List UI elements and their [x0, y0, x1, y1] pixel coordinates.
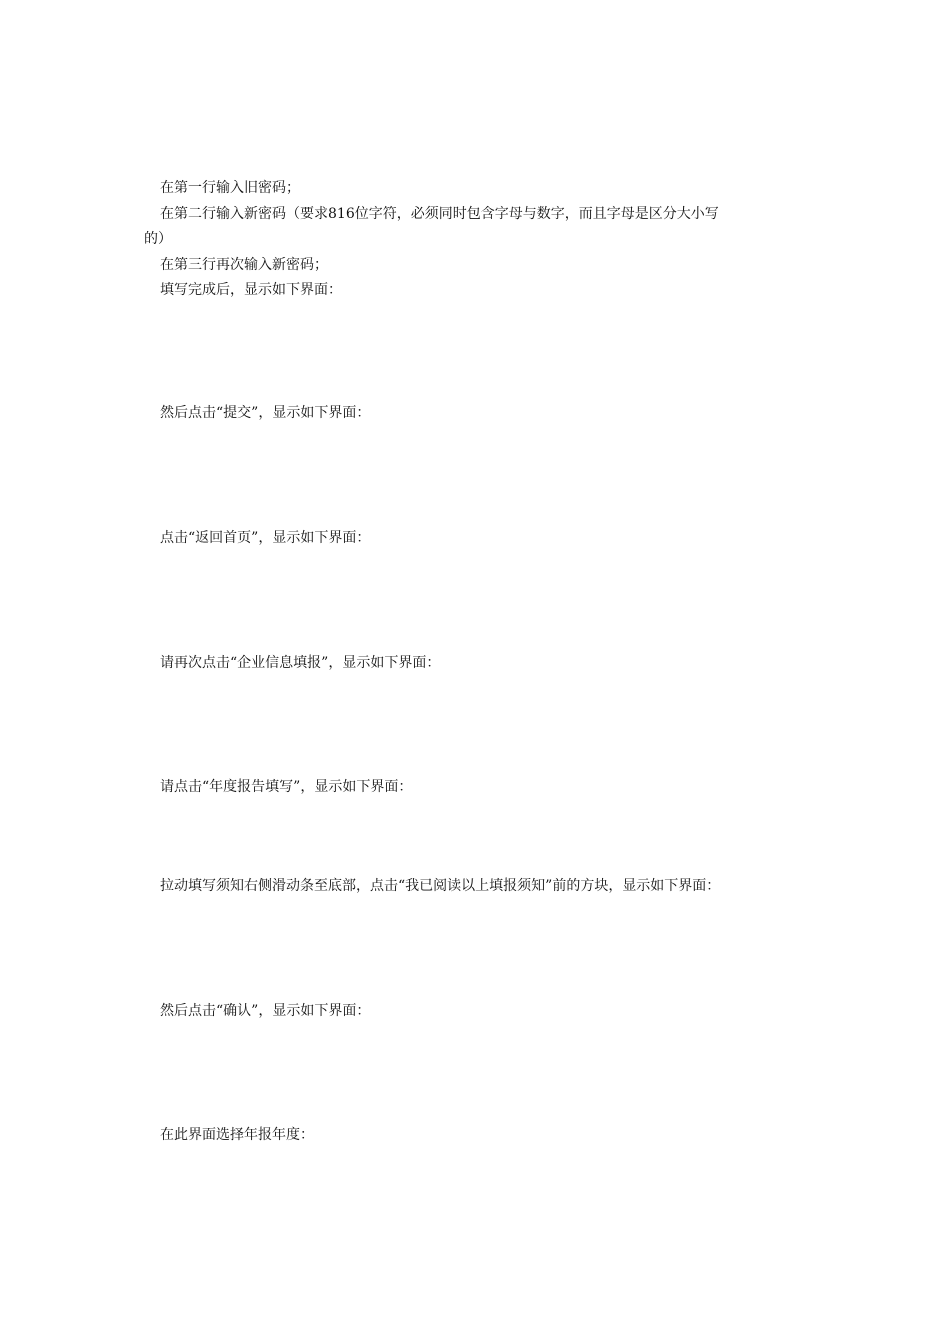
instruction-line-confirm: 然后点击“确认”，显示如下界面： [160, 1003, 371, 1019]
instruction-line-confirm-password: 在第三行再次输入新密码； [160, 257, 328, 273]
instruction-line-annual-report: 请点击“年度报告填写”，显示如下界面： [160, 779, 413, 795]
instruction-line-enterprise-info: 请再次点击“企业信息填报”，显示如下界面： [160, 655, 441, 671]
instruction-line-return-home: 点击“返回首页”，显示如下界面： [160, 530, 371, 546]
instruction-line-scroll-notice: 拉动填写须知右侧滑动条至底部，点击“我已阅读以上填报须知”前的方块，显示如下界面： [160, 878, 721, 894]
instruction-line-after-fill: 填写完成后，显示如下界面： [160, 282, 342, 298]
instruction-line-submit: 然后点击“提交”，显示如下界面： [160, 405, 371, 421]
instruction-line-old-password: 在第一行输入旧密码； [160, 180, 300, 196]
instruction-line-new-password-cont: 的） [144, 231, 172, 247]
instruction-line-new-password: 在第二行输入新密码（要求816位字符，必须同时包含字母与数字，而且字母是区分大小写 [160, 206, 719, 222]
instruction-line-select-year: 在此界面选择年报年度： [160, 1127, 314, 1143]
